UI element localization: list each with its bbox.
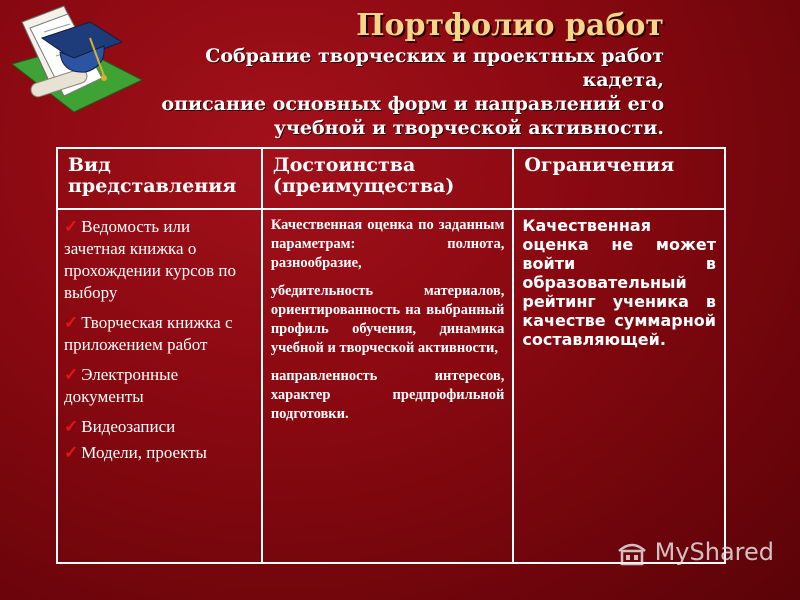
header-cell-advantages: Достоинства (преимущества) — [262, 148, 514, 209]
checkmark-icon: ✓ — [64, 443, 79, 462]
page-subtitle — [150, 44, 664, 140]
cell-advantages — [262, 209, 514, 563]
list-item: ✓ Модели, проекты — [64, 443, 207, 462]
cell-presentation-types — [57, 209, 262, 563]
list-item: ✓ Творческая книжка с приложением работ — [64, 313, 233, 354]
checkmark-icon: ✓ — [64, 313, 79, 332]
page-title: Портфолио работ — [356, 8, 664, 43]
advantages-paragraph: направленность интересов, характер предпрофильной подготовки. — [270, 368, 505, 422]
presentation-list — [64, 216, 253, 464]
checkmark-icon: ✓ — [64, 217, 79, 236]
watermark-text: MyShared — [654, 538, 774, 566]
watermark — [615, 537, 774, 567]
cell-limitations: Качественная оценка не может войти в образовательный рейтинг ученика в качестве суммарной составляющей. — [513, 209, 725, 563]
portfolio-table — [56, 147, 726, 564]
table-row — [57, 209, 725, 563]
header-cell-type: Вид представления — [57, 148, 262, 209]
checkmark-icon: ✓ — [64, 417, 79, 436]
table-header-row — [57, 148, 725, 209]
advantages-paragraph: убедительность материалов, ориентированность на выбранный профиль обучения, динамика учебной и творческой активности, — [270, 283, 505, 356]
subtitle-line: Собрание творческих и проектных работ кадета, — [205, 45, 664, 91]
myshared-logo-icon — [615, 537, 649, 567]
checkmark-icon: ✓ — [64, 365, 79, 384]
subtitle-line: учебной и творческой активности. — [273, 117, 664, 139]
portfolio-logo-icon — [4, 2, 144, 117]
header — [150, 8, 664, 140]
advantages-paragraph: Качественная оценка по заданным параметрам: полнота, разнообразие, — [270, 217, 505, 271]
list-item: ✓ Ведомость или зачетная книжка о прохождении курсов по выбору — [64, 217, 237, 302]
subtitle-line: описание основных форм и направлений его — [161, 93, 664, 115]
list-item: ✓ Электронные документы — [64, 365, 179, 406]
header-cell-limitations: Ограничения — [513, 148, 725, 209]
list-item: ✓ Видеозаписи — [64, 417, 176, 436]
